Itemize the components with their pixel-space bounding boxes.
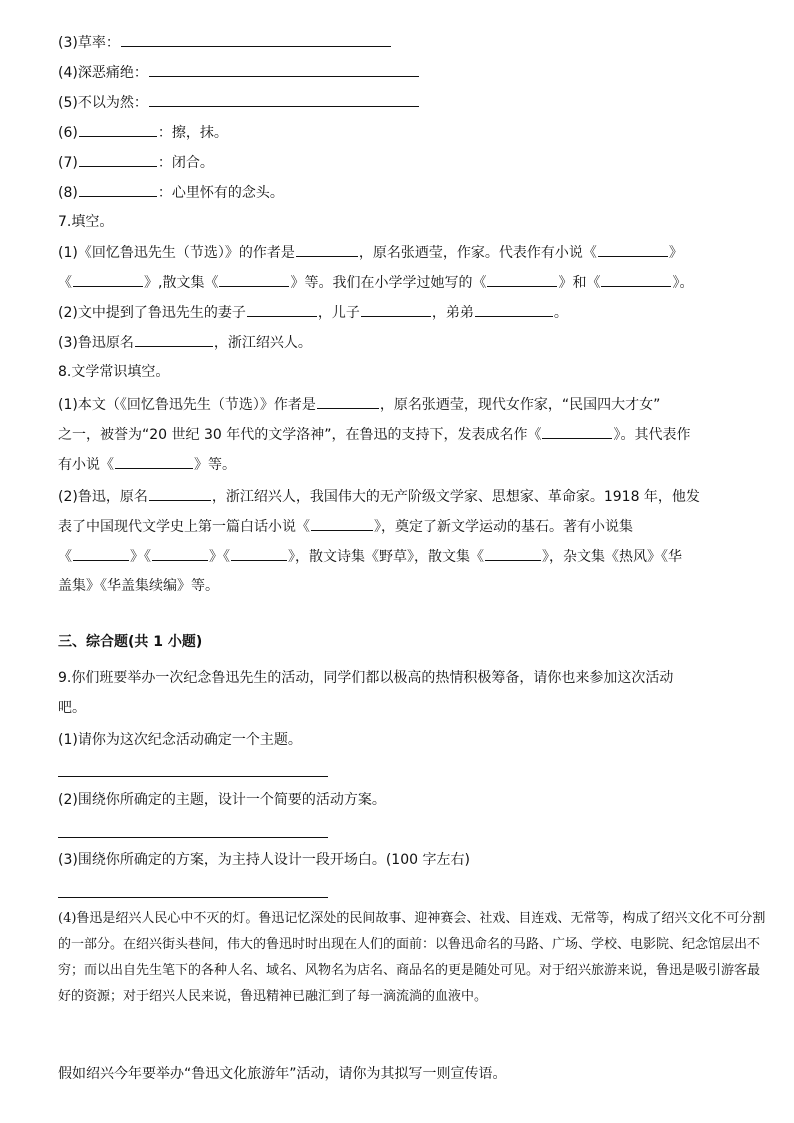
answer-blank[interactable] [485,546,541,561]
answer-blank[interactable] [121,32,391,47]
answer-blank[interactable] [231,546,287,561]
question-8-line-1: (1)本文（《回忆鲁迅先生（节选）》作者是 ，原名张迺莹，现代女作家，“民国四大才女” [58,394,764,415]
answer-blank[interactable] [115,454,193,469]
question-9-part-2: (2)围绕你所确定的主题，设计一个简要的活动方案。 [58,792,386,808]
item-7: (7) ：闭合。 [58,152,764,173]
question-7-line-3: (2)文中提到了鲁迅先生的妻子 ，儿子 ，弟弟 。 [58,302,764,323]
item-4: (4)深恶痛绝： [58,62,764,83]
question-9-part-4: (4)鲁迅是绍兴人民心中不灭的灯。鲁迅记忆深处的民间故事、迎神赛会、社戏、目连戏、无常等，构成了绍兴文化不可分割的一部分。在绍兴街头巷间，伟大的鲁迅时时出现在人们的面前：以鲁迅命名的马路、广场、学校、电影院、纪念馆层出不穷；而以出自先生笔下的各种人名、域名、风物名为店名、商品名的更是随处可见。对于绍兴旅游来说，鲁迅是吸引游客最好的资源；对于绍兴人民来说，鲁迅精神已融汇到了每一滴流淌的血液中。 [58,911,766,1004]
question-8-line-5: 表了中国现代文学史上第一篇白话小说《 》，奠定了新文学运动的基石。著有小说集 [58,516,764,537]
item-6: (6) ：擦，抹。 [58,122,764,143]
answer-blank[interactable] [79,152,157,167]
answer-blank[interactable] [79,182,157,197]
question-9-line-2: 吧。 [58,700,86,716]
section-heading: 三、综合题(共 1 小题) [58,634,203,650]
answer-blank[interactable] [598,242,668,257]
question-8-line-3: 有小说《 》等。 [58,454,764,475]
question-8-title: 8.文学常识填空。 [58,364,170,380]
item-5: (5)不以为然： [58,92,764,113]
answer-blank[interactable] [361,302,431,317]
item-3: (3)草率： [58,32,764,53]
answer-blank[interactable] [487,272,557,287]
answer-blank[interactable] [73,272,143,287]
answer-blank[interactable] [317,394,379,409]
question-7-line-1: (1)《回忆鲁迅先生（节选）》的作者是 ，原名张迺莹，作家。代表作有小说《 》 [58,242,764,263]
answer-line[interactable] [58,775,328,777]
answer-blank[interactable] [152,546,208,561]
question-8-line-7: 盖集》《华盖集续编》等。 [58,578,219,594]
answer-blank[interactable] [601,272,671,287]
answer-blank[interactable] [149,92,419,107]
question-8-line-4: (2)鲁迅，原名 ，浙江绍兴人，我国伟大的无产阶级文学家、思想家、革命家。1918 年，他发 [58,486,764,507]
answer-line[interactable] [58,836,328,838]
question-8-line-6: 《 》《 》《 》，散文诗集《野草》，散文集《 》，杂文集《热风》《华 [58,546,764,567]
answer-line[interactable] [58,896,328,898]
answer-blank[interactable] [135,332,213,347]
answer-blank[interactable] [542,424,612,439]
answer-blank[interactable] [296,242,358,257]
answer-blank[interactable] [247,302,317,317]
question-9-part-3: (3)围绕你所确定的方案，为主持人设计一段开场白。(100 字左右) [58,852,470,868]
question-7-title: 7.填空。 [58,214,114,230]
answer-blank[interactable] [219,272,289,287]
question-7-line-4: (3)鲁迅原名 ，浙江绍兴人。 [58,332,764,353]
answer-blank[interactable] [149,62,419,77]
answer-blank[interactable] [149,486,211,501]
question-9-part-5: 假如绍兴今年要举办“鲁迅文化旅游年”活动，请你为其拟写一则宣传语。 [58,1066,507,1082]
question-7-line-2: 《 》,散文集《 》等。我们在小学学过她写的《 》和《 》。 [58,272,764,293]
answer-blank[interactable] [73,546,129,561]
question-9-part-1: (1)请你为这次纪念活动确定一个主题。 [58,732,302,748]
answer-blank[interactable] [311,516,373,531]
answer-blank[interactable] [79,122,157,137]
question-9-line-1: 9.你们班要举办一次纪念鲁迅先生的活动，同学们都以极高的热情积极筹备，请你也来参加这次活动 [58,670,674,686]
question-8-line-2: 之一，被誉为“20 世纪 30 年代的文学洛神”，在鲁迅的支持下，发表成名作《 》。其代表作 [58,424,764,445]
answer-blank[interactable] [475,302,553,317]
item-8: (8) ：心里怀有的念头。 [58,182,764,203]
